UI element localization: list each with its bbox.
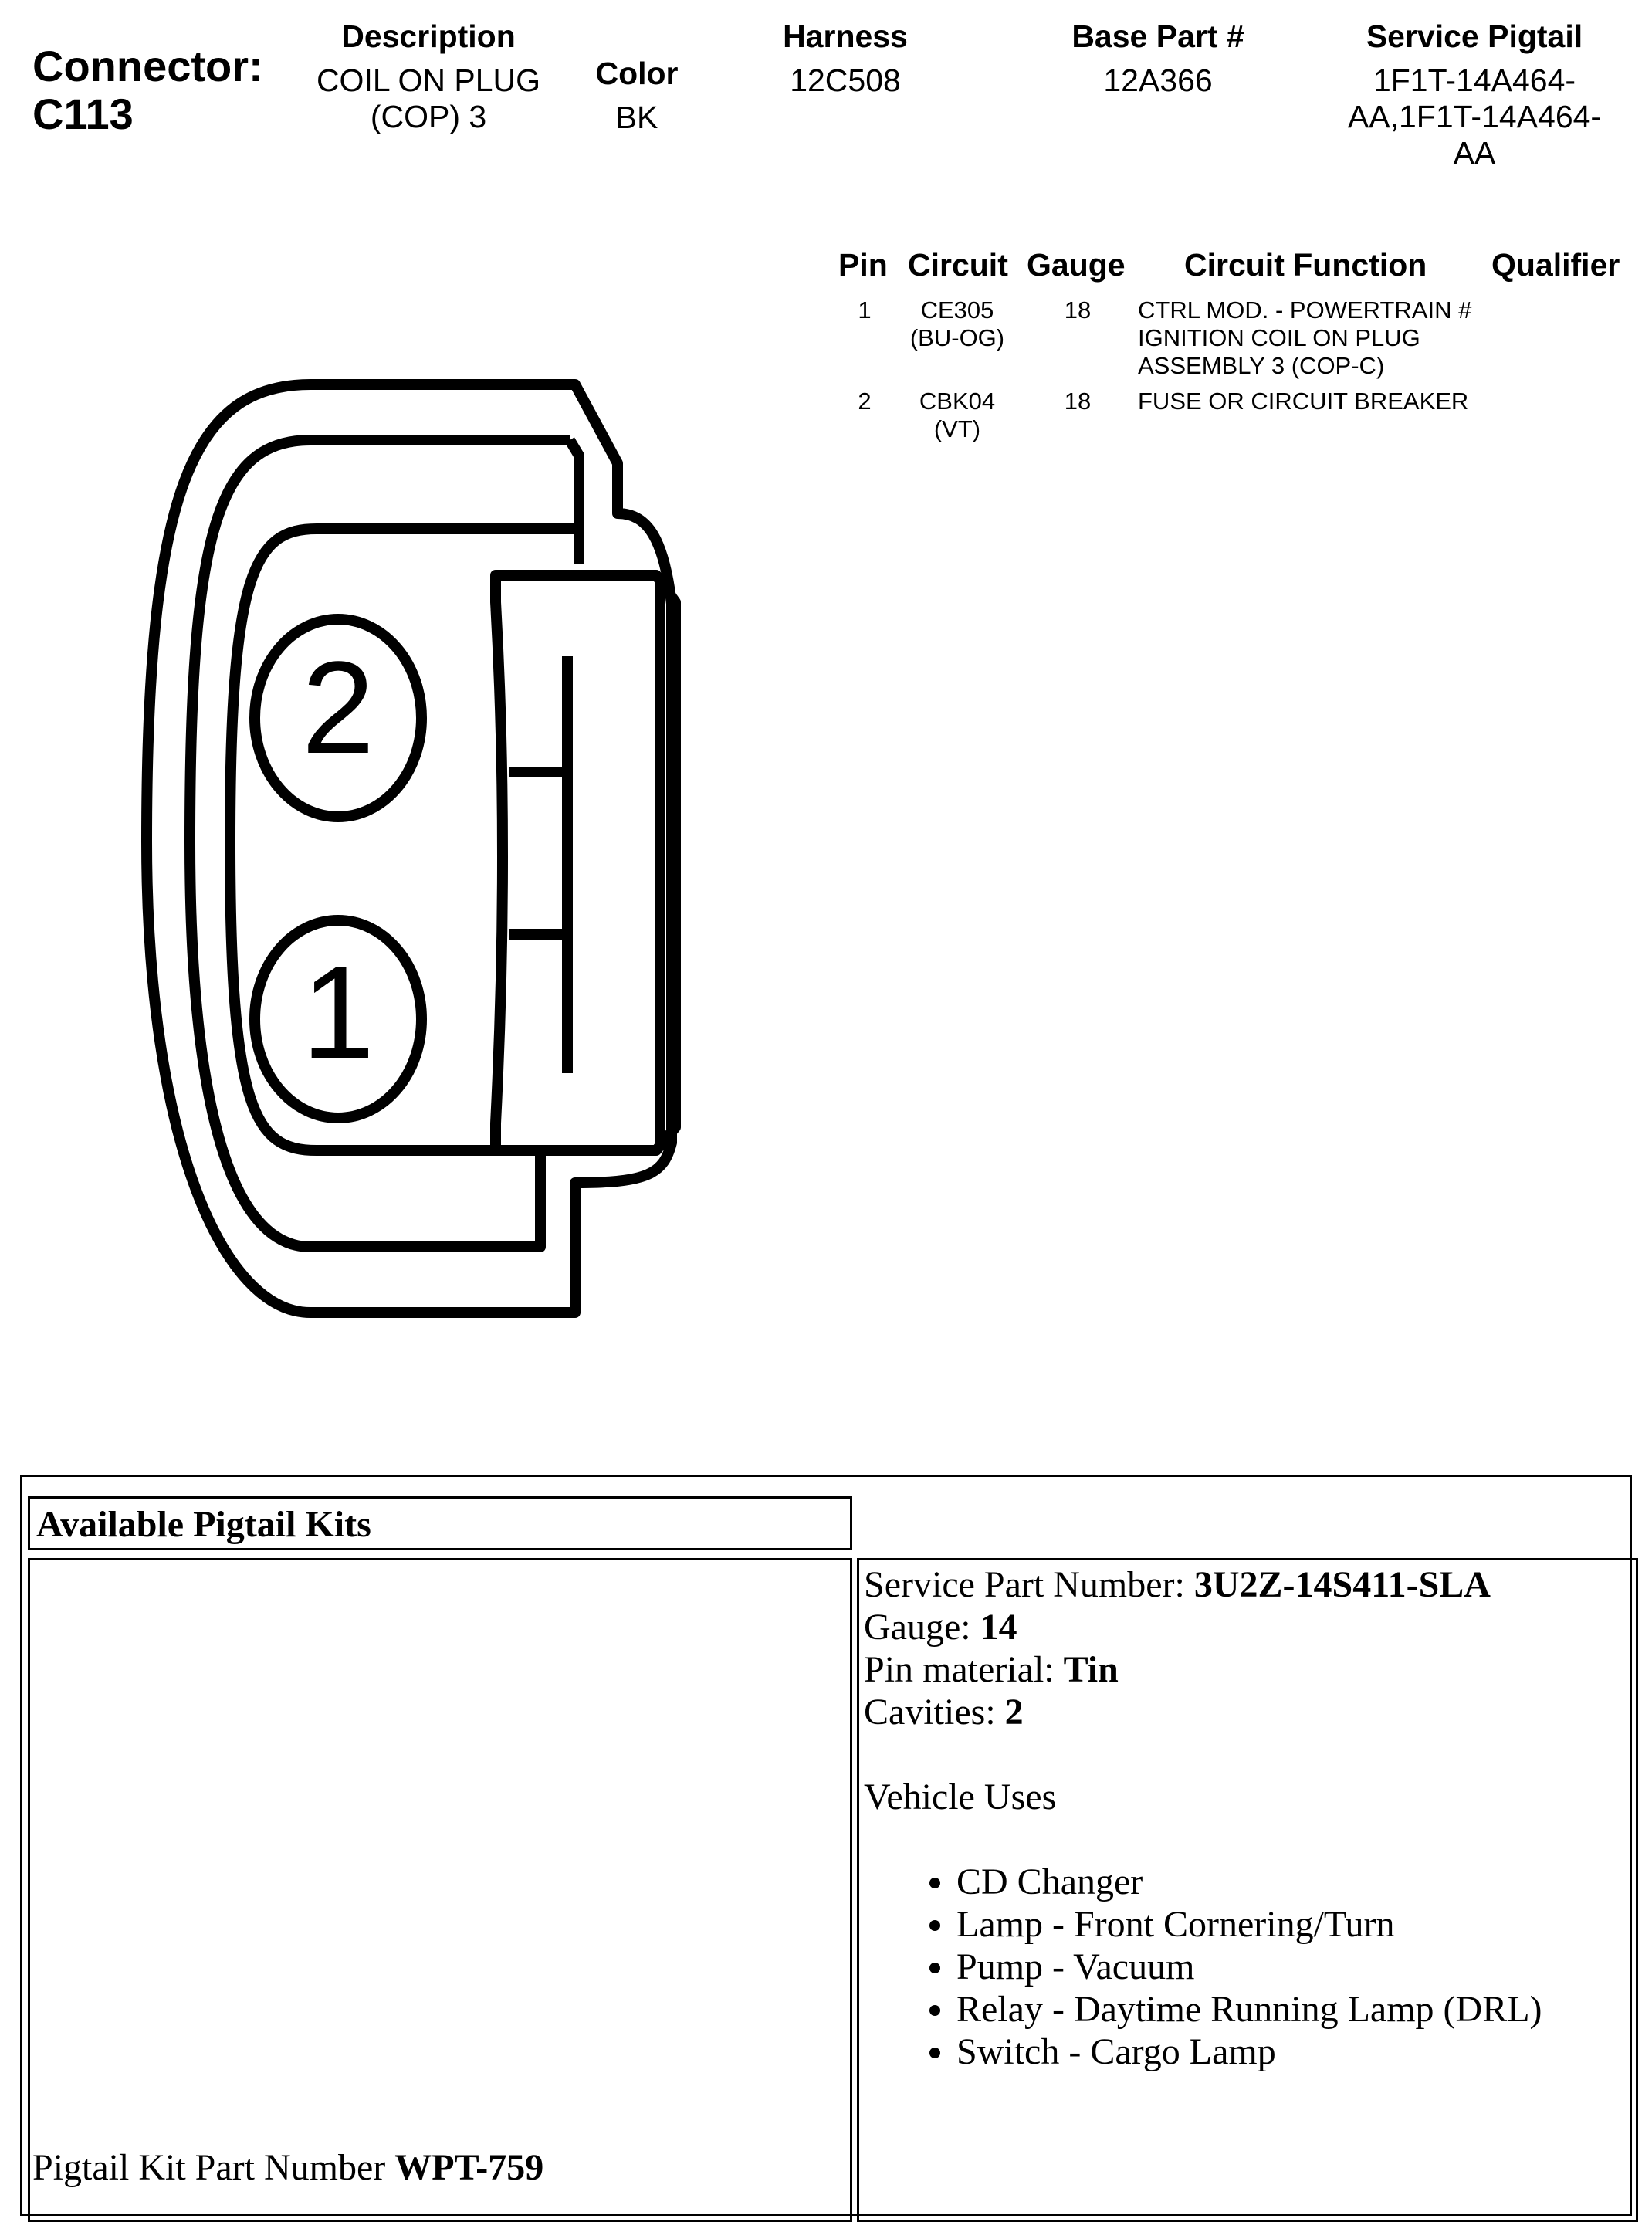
cavities-row (864, 1691, 1636, 1733)
gauge-label: Gauge: (864, 1607, 971, 1648)
description-value-line2: (COP) 3 (370, 99, 487, 134)
pin-material-row (864, 1648, 1636, 1691)
harness-value: 12C508 (790, 63, 901, 98)
list-item: • Relay - Daytime Running Lamp (DRL) (956, 1988, 1636, 2031)
service-part-number-label: Service Part Number: (864, 1564, 1185, 1605)
pin-row-1-circuit (895, 296, 1019, 352)
pin-row-2-function-line1: FUSE OR CIRCUIT BREAKER (1138, 388, 1469, 415)
pin-row-1-function (1138, 296, 1508, 380)
pin-row-1-pin: 1 (858, 296, 872, 323)
connector-face-diagram (0, 0, 772, 1359)
pin-row-1-function-line1: CTRL MOD. - POWERTRAIN # (1138, 296, 1472, 323)
service-pigtail-value-line2: AA,1F1T-14A464- (1347, 99, 1602, 134)
list-item: • Pump - Vacuum (956, 1946, 1636, 1988)
description-value-line1: COIL ON PLUG (316, 63, 541, 98)
pin-row-1-function-line3: ASSEMBLY 3 (COP-C) (1138, 352, 1385, 379)
pigtail-kit-label: Pigtail Kit Part Number (32, 2147, 386, 2188)
pin-row-2-circuit-color: (VT) (933, 415, 981, 442)
pin-row-1-circuit-code: CE305 (920, 296, 994, 323)
base-part-value: 12A366 (1103, 63, 1213, 98)
vehicle-uses-heading: Vehicle Uses (864, 1777, 1057, 1817)
pigtail-kits-title: Available Pigtail Kits (28, 1496, 852, 1550)
pin-material-label: Pin material: (864, 1649, 1055, 1690)
service-pigtail-value-line1: 1F1T-14A464- (1373, 63, 1576, 98)
pin-row-2-pin: 2 (858, 388, 872, 415)
connector-pin-housing (230, 529, 579, 1150)
description-heading: Description (341, 19, 516, 54)
circuit-header: Circuit (908, 247, 1008, 283)
pin-row-2-circuit (895, 388, 1019, 443)
service-part-number-row (864, 1563, 1636, 1606)
list-item: • CD Changer (956, 1861, 1636, 1903)
harness-column (741, 19, 950, 99)
pin-header: Pin (838, 247, 888, 283)
connector-inner-shell (190, 440, 570, 1247)
service-pigtail-column (1328, 19, 1621, 171)
qualifier-header: Qualifier (1491, 247, 1620, 283)
vehicle-uses-list (864, 1861, 1636, 2073)
pin-row-1-circuit-color: (BU-OG) (909, 324, 1005, 351)
pin-row-2-circuit-code: CBK04 (919, 388, 996, 415)
gauge-row (864, 1606, 1636, 1648)
gauge-value: 14 (980, 1607, 1017, 1648)
connector-label-line1: Connector: (32, 42, 263, 90)
base-part-column (1034, 19, 1281, 99)
pigtail-kit-number: WPT-759 (394, 2147, 544, 2188)
pigtail-kit-details (857, 1558, 1638, 2222)
pin-row-1-function-line2: IGNITION COIL ON PLUG (1138, 324, 1420, 351)
pin-row-2-function (1138, 388, 1508, 415)
pin-label-1: 1 (301, 940, 375, 1086)
color-heading: Color (595, 56, 679, 91)
pin-material-value: Tin (1063, 1649, 1119, 1690)
list-item: • Lamp - Front Cornering/Turn (956, 1903, 1636, 1946)
service-part-number-value: 3U2Z-14S411-SLA (1193, 1564, 1491, 1605)
pin-row-1-gauge: 18 (1064, 296, 1092, 323)
circuit-function-header: Circuit Function (1184, 247, 1427, 283)
base-part-heading: Base Part # (1071, 19, 1244, 54)
cavities-label: Cavities: (864, 1692, 996, 1733)
gauge-header: Gauge (1027, 247, 1126, 283)
pin-label-2: 2 (301, 635, 375, 781)
service-pigtail-value-line3: AA (1453, 135, 1496, 171)
pin-row-2-gauge: 18 (1064, 388, 1092, 415)
pigtail-kit-part-number (32, 2146, 543, 2189)
connector-id: C113 (32, 90, 134, 138)
service-pigtail-heading: Service Pigtail (1366, 19, 1583, 54)
cavities-value: 2 (1004, 1692, 1024, 1733)
list-item: • Switch - Cargo Lamp (956, 2031, 1636, 2073)
color-value: BK (615, 100, 658, 135)
pigtail-kit-image-cell (28, 1558, 852, 2222)
harness-heading: Harness (783, 19, 908, 54)
connector-latch-block (496, 575, 675, 1150)
